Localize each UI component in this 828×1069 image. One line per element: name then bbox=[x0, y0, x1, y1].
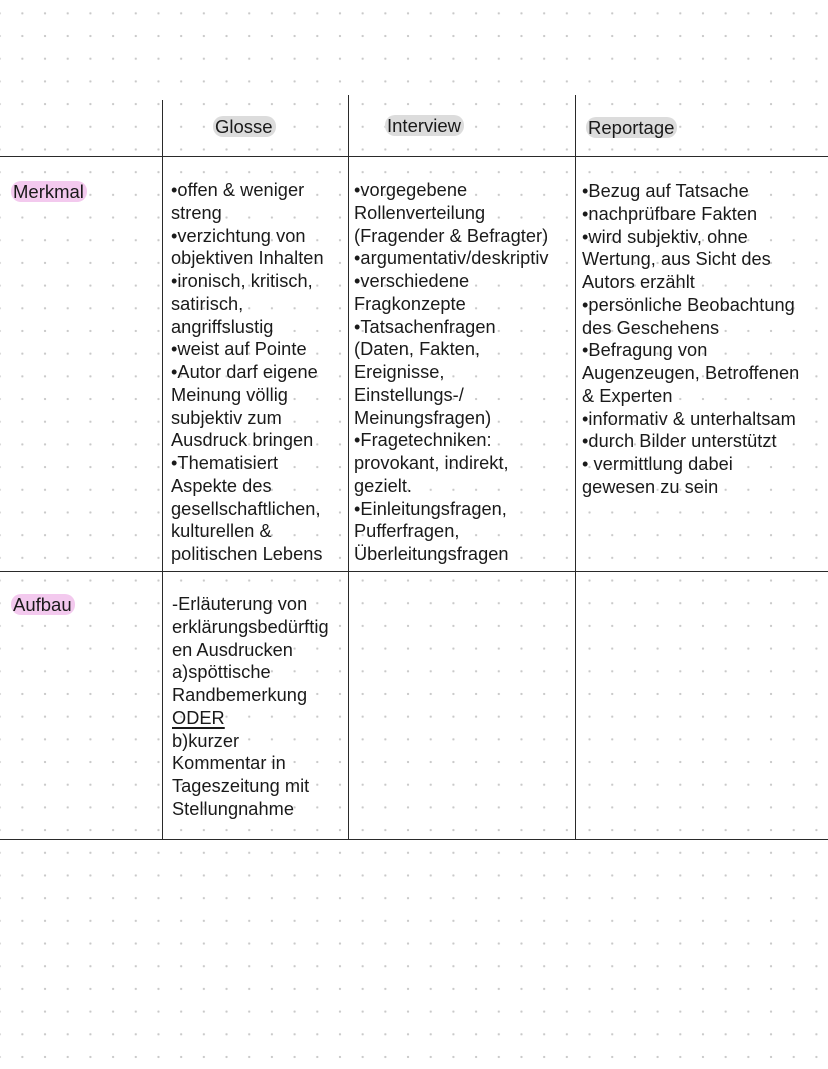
cell-line: Ausdruck bringen bbox=[171, 430, 314, 451]
cell-line: •offen & weniger bbox=[171, 180, 305, 200]
cell-line: •vorgegebene bbox=[354, 180, 468, 200]
cell-line: politischen Lebens bbox=[171, 544, 323, 564]
cell-line: Tageszeitung mit bbox=[172, 776, 310, 796]
cell-line: satirisch, bbox=[171, 293, 244, 314]
cell-line: Meinung völlig bbox=[171, 384, 288, 405]
cell-line: •wird subjektiv, ohne bbox=[582, 226, 748, 247]
cell-line: •Befragung von bbox=[582, 340, 708, 361]
cell-line: b)kurzer bbox=[172, 730, 240, 751]
row-divider bbox=[0, 571, 828, 572]
cell-line: Stellungnahme bbox=[172, 798, 294, 819]
row-label-aufbau bbox=[11, 594, 75, 616]
cell-line: •argumentativ/deskriptiv bbox=[354, 248, 549, 269]
cell-line: des Geschehens bbox=[582, 317, 720, 338]
cell-line: Überleitungsfragen bbox=[354, 544, 509, 564]
table-bottom-rule bbox=[0, 839, 828, 840]
cell-line: Meinungsfragen) bbox=[354, 407, 492, 428]
cell-line: •weist auf Pointe bbox=[171, 339, 307, 360]
cell-line: •verschiedene bbox=[354, 271, 470, 291]
cell-line: Ereignisse, bbox=[354, 362, 445, 382]
cell-merkmal-reportage bbox=[582, 180, 799, 499]
cell-line: en Ausdrucken bbox=[172, 639, 293, 660]
cell-line: •Autor darf eigene bbox=[171, 362, 318, 382]
cell-line: •Thematisiert bbox=[171, 453, 279, 473]
column-header-glosse bbox=[213, 116, 276, 138]
cell-line: objektiven Inhalten bbox=[171, 248, 324, 269]
column-divider-2 bbox=[348, 95, 349, 840]
cell-line: Einstellungs-/ bbox=[354, 384, 464, 405]
column-divider-3 bbox=[575, 95, 576, 840]
cell-line: Kommentar in bbox=[172, 753, 286, 774]
cell-line: Pufferfragen, bbox=[354, 521, 460, 542]
cell-line: a)spöttische bbox=[172, 662, 271, 683]
cell-line: •Bezug auf Tatsache bbox=[582, 181, 749, 201]
cell-line: Randbemerkung bbox=[172, 685, 308, 705]
column-header-label: Glosse bbox=[213, 116, 276, 137]
cell-line: kulturellen & bbox=[171, 521, 272, 542]
row-label-merkmal bbox=[11, 181, 87, 203]
cell-line: provokant, indirekt, bbox=[354, 453, 509, 473]
oder-underlined: ODER bbox=[172, 707, 225, 728]
cell-line: •durch Bilder unterstützt bbox=[582, 431, 777, 452]
header-bottom-rule bbox=[0, 156, 828, 157]
column-divider-1 bbox=[162, 100, 163, 840]
cell-line: •Tatsachenfragen bbox=[354, 316, 496, 337]
cell-line: gezielt. bbox=[354, 475, 413, 496]
cell-line: •Fragetechniken: bbox=[354, 430, 492, 451]
row-label-text: Aufbau bbox=[11, 594, 75, 615]
cell-line: Rollenverteilung bbox=[354, 202, 486, 223]
cell-line: gewesen zu sein bbox=[582, 476, 719, 497]
column-header-label: Reportage bbox=[586, 117, 677, 138]
cell-line: Augenzeugen, Betroffenen bbox=[582, 363, 800, 383]
column-header-interview bbox=[385, 115, 464, 137]
column-header-reportage bbox=[586, 117, 677, 139]
cell-line: • vermittlung dabei bbox=[582, 454, 733, 474]
cell-line: •verzichtung von bbox=[171, 225, 306, 246]
cell-aufbau-glosse bbox=[172, 593, 329, 821]
cell-merkmal-interview bbox=[354, 179, 549, 566]
cell-line: •informativ & unterhaltsam bbox=[582, 408, 796, 429]
cell-line: •Einleitungsfragen, bbox=[354, 498, 507, 519]
cell-line: angriffslustig bbox=[171, 316, 274, 337]
cell-line: erklärungsbedürftig bbox=[172, 616, 329, 637]
row-label-text: Merkmal bbox=[11, 181, 87, 202]
cell-line: (Daten, Fakten, bbox=[354, 339, 481, 360]
cell-line: gesellschaftlichen, bbox=[171, 498, 321, 519]
cell-line: -Erläuterung von bbox=[172, 594, 308, 614]
cell-line: (Fragender & Befragter) bbox=[354, 225, 549, 246]
cell-line: Autors erzählt bbox=[582, 272, 695, 292]
cell-line-oder bbox=[172, 707, 329, 730]
cell-line: •persönliche Beobachtung bbox=[582, 294, 795, 315]
cell-line: streng bbox=[171, 202, 222, 223]
cell-line: Wertung, aus Sicht des bbox=[582, 249, 771, 270]
cell-line: Fragkonzepte bbox=[354, 293, 466, 314]
cell-line: subjektiv zum bbox=[171, 407, 282, 428]
cell-line: •ironisch, kritisch, bbox=[171, 271, 313, 291]
cell-line: Aspekte des bbox=[171, 475, 272, 496]
cell-line: & Experten bbox=[582, 385, 673, 406]
column-header-label: Interview bbox=[385, 115, 464, 136]
cell-merkmal-glosse bbox=[171, 179, 324, 566]
cell-line: •nachprüfbare Fakten bbox=[582, 203, 758, 224]
